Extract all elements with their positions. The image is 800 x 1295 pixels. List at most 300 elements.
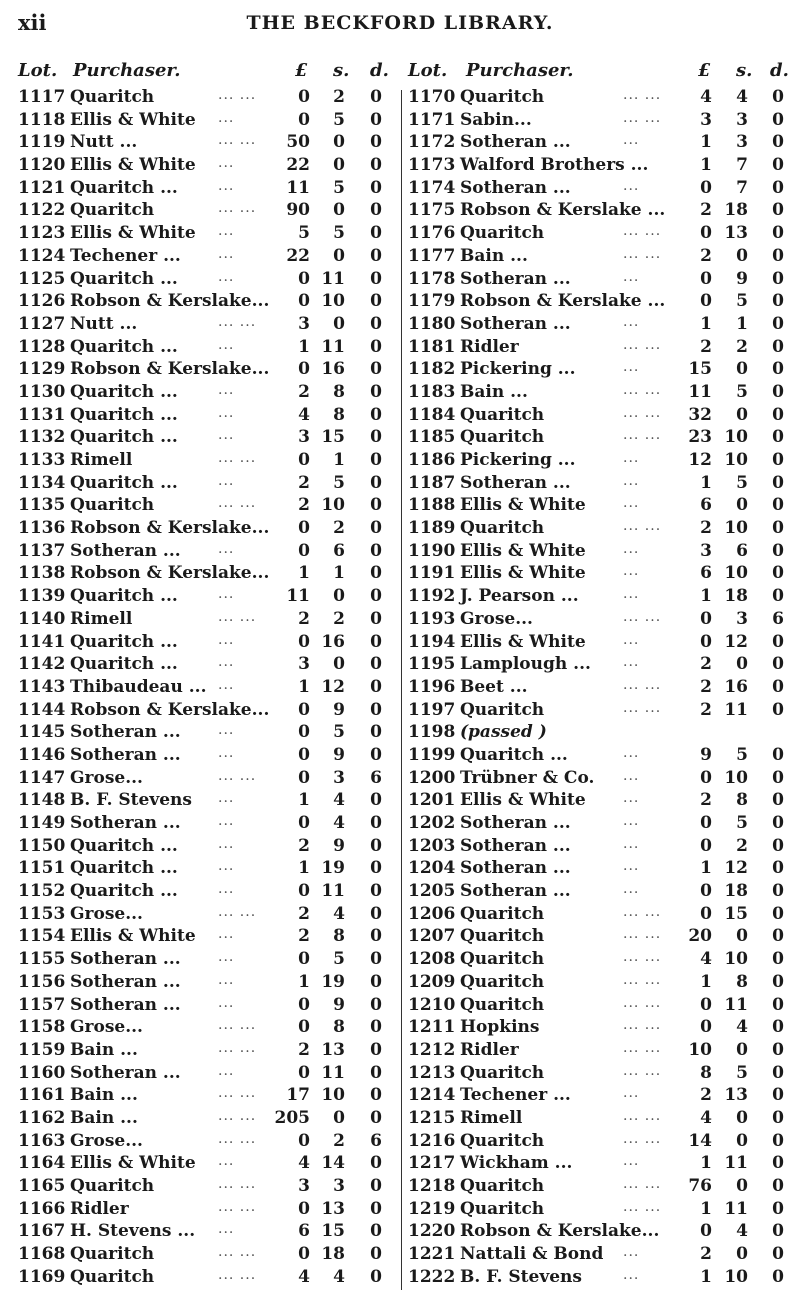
price-pence: 0 (370, 495, 382, 516)
price-pence: 0 (370, 994, 382, 1015)
leader-dots: ... (218, 813, 235, 829)
price-shillings: 0 (736, 404, 748, 425)
price-pounds: 1 (298, 563, 310, 584)
lot-number: 1156 (18, 971, 66, 992)
lot-row (408, 972, 790, 995)
price-shillings: 5 (736, 472, 748, 493)
price-pence: 0 (772, 835, 784, 856)
lot-row (18, 609, 396, 632)
leader-dots: ... ... (623, 699, 662, 716)
purchaser-name: Ellis & White (70, 109, 196, 130)
price-pence: 0 (772, 1130, 784, 1151)
price-pounds: 2 (298, 926, 310, 947)
price-shillings: 18 (724, 881, 748, 902)
leader-dots: ... ... (623, 971, 662, 988)
price-pence: 0 (370, 268, 382, 289)
lot-number: 1131 (18, 404, 66, 425)
leader-dots: ... (218, 654, 235, 671)
lot-row (18, 677, 396, 700)
price-shillings: 8 (736, 790, 748, 811)
leader-dots: ... (623, 858, 640, 875)
lot-number: 1205 (408, 881, 456, 902)
price-pence: 0 (370, 722, 382, 743)
price-pounds: 15 (688, 359, 712, 380)
lot-row (408, 473, 790, 496)
lot-row (18, 1199, 396, 1222)
leader-dots: ... ... (623, 926, 662, 943)
price-shillings: 6 (736, 540, 748, 561)
purchaser-name: Sotheran ... (460, 835, 571, 856)
price-shillings: 11 (724, 1153, 748, 1174)
purchaser-name: Sotheran ... (70, 722, 181, 743)
price-shillings: 10 (321, 495, 345, 516)
leader-dots: ... (623, 177, 640, 194)
leader-dots: ... (218, 722, 235, 739)
lot-number: 1117 (18, 87, 66, 107)
lot-number: 1165 (18, 1176, 66, 1196)
price-pounds: 0 (700, 813, 712, 833)
purchaser-name: Nutt ... (70, 132, 138, 153)
lot-row (408, 813, 790, 836)
price-pounds: 11 (688, 381, 712, 402)
price-pounds: 6 (298, 1221, 310, 1242)
leader-dots: ... ... (218, 608, 257, 625)
shillings-heading: s. (333, 60, 350, 81)
price-pence: 0 (772, 132, 784, 153)
price-pounds: 3 (298, 654, 310, 675)
lot-row (18, 632, 396, 655)
price-shillings: 0 (736, 495, 748, 516)
price-pounds: 1 (700, 472, 712, 493)
price-pounds: 1 (298, 676, 310, 697)
price-pence: 0 (772, 699, 784, 720)
lot-heading: Lot. (408, 60, 448, 81)
purchaser-name: H. Stevens ... (70, 1221, 196, 1242)
lot-row (408, 586, 790, 609)
price-pence: 0 (772, 903, 784, 924)
lot-row (18, 450, 396, 473)
lot-number: 1130 (18, 381, 66, 402)
leader-dots: ... ... (623, 404, 662, 421)
lot-number: 1153 (18, 903, 66, 924)
lot-row (408, 1040, 790, 1063)
lot-number: 1133 (18, 450, 66, 470)
purchaser-name: Robson & Kerslake... (70, 291, 270, 312)
price-pounds: 0 (700, 631, 712, 652)
lot-row (408, 836, 790, 859)
leader-dots: ... ... (218, 1176, 257, 1192)
price-pounds: 3 (700, 540, 712, 561)
price-pence: 0 (772, 1153, 784, 1174)
lot-number: 1214 (408, 1085, 456, 1106)
price-pence: 0 (772, 200, 784, 221)
price-pounds: 1 (700, 971, 712, 992)
price-shillings: 2 (736, 336, 748, 357)
purchaser-name: Bain ... (70, 1085, 138, 1106)
purchaser-name: Nattali & Bond (460, 1244, 604, 1265)
price-pounds: 0 (298, 1244, 310, 1265)
price-shillings: 0 (736, 1107, 748, 1128)
leader-dots: ... (218, 586, 235, 603)
purchaser-name: Robson & Kerslake ... (460, 291, 666, 312)
lot-row (18, 881, 396, 904)
price-shillings: 9 (333, 744, 345, 765)
price-pence: 6 (370, 1130, 382, 1151)
price-pounds: 0 (298, 1198, 310, 1219)
price-pounds: 10 (688, 1039, 712, 1060)
leader-dots: ... (218, 790, 235, 807)
price-pounds: 0 (298, 722, 310, 743)
price-pence: 0 (370, 971, 382, 992)
leader-dots: ... ... (623, 223, 662, 240)
price-pounds: 0 (700, 223, 712, 244)
lot-number: 1175 (408, 200, 456, 221)
purchaser-name: Nutt ... (70, 313, 138, 334)
purchaser-name: Sotheran ... (70, 540, 181, 561)
price-shillings: 7 (736, 155, 748, 176)
price-shillings: 5 (333, 223, 345, 244)
price-shillings: 5 (333, 177, 345, 198)
price-pence: 0 (772, 336, 784, 357)
price-pounds: 0 (700, 1017, 712, 1038)
price-shillings: 5 (333, 109, 345, 130)
leader-dots: ... (218, 155, 235, 172)
lot-number: 1179 (408, 291, 456, 312)
lot-row (408, 359, 790, 382)
price-pounds: 2 (700, 1244, 712, 1265)
lot-number: 1118 (18, 109, 66, 130)
price-pence: 0 (772, 177, 784, 198)
price-shillings: 3 (736, 132, 748, 153)
price-pounds: 11 (286, 177, 310, 198)
lot-number: 1194 (408, 631, 456, 652)
price-pence: 0 (370, 1107, 382, 1128)
lot-row (408, 632, 790, 655)
price-pence: 0 (370, 540, 382, 561)
purchaser-name: Quaritch ... (460, 744, 568, 765)
purchaser-name: Quaritch (460, 926, 545, 947)
price-shillings: 0 (333, 654, 345, 675)
price-shillings: 18 (321, 1244, 345, 1265)
leader-dots: ... (218, 1221, 235, 1238)
price-pounds: 0 (298, 109, 310, 130)
price-shillings: 0 (736, 1176, 748, 1196)
price-pounds: 0 (700, 268, 712, 289)
price-shillings: 9 (333, 835, 345, 856)
purchaser-name: Quaritch (460, 699, 545, 720)
lot-number: 1203 (408, 835, 456, 856)
purchaser-name: Quaritch (460, 1176, 545, 1196)
leader-dots: ... ... (623, 109, 662, 126)
lot-row (408, 382, 790, 405)
price-shillings: 12 (724, 858, 748, 879)
leader-dots: ... (218, 404, 235, 421)
price-shillings: 2 (333, 1130, 345, 1151)
leader-dots: ... (218, 881, 235, 898)
purchaser-name: Sotheran ... (70, 813, 181, 833)
price-pounds: 0 (700, 291, 712, 312)
price-shillings: 6 (333, 540, 345, 561)
purchaser-name: Sotheran ... (460, 313, 571, 334)
leader-dots: ... (218, 1062, 235, 1079)
price-pounds: 0 (298, 994, 310, 1015)
lot-row (408, 768, 790, 791)
price-pounds: 2 (298, 608, 310, 629)
price-pounds: 2 (700, 654, 712, 675)
purchaser-name: Quaritch ... (70, 404, 178, 425)
lot-row (408, 132, 790, 155)
price-shillings: 19 (321, 971, 345, 992)
price-pence: 0 (370, 177, 382, 198)
lot-row (408, 858, 790, 881)
price-pounds: 4 (700, 87, 712, 107)
lot-row (408, 405, 790, 428)
price-shillings: 15 (724, 903, 748, 924)
purchaser-name: Trübner & Co. (460, 767, 595, 788)
lot-number: 1176 (408, 223, 456, 244)
leader-dots: ... ... (218, 313, 257, 330)
purchaser-name: Ellis & White (70, 155, 196, 176)
lot-number: 1154 (18, 926, 66, 947)
lot-number: 1139 (18, 586, 66, 607)
price-pounds: 4 (298, 1266, 310, 1287)
lot-row (408, 178, 790, 201)
price-pounds: 22 (286, 245, 310, 266)
lot-row (18, 768, 396, 791)
lot-row (18, 1176, 396, 1199)
purchaser-name: Quaritch ... (70, 586, 178, 607)
lot-number: 1211 (408, 1017, 456, 1038)
price-pence: 0 (772, 291, 784, 312)
price-pence: 0 (772, 1244, 784, 1265)
price-pence: 0 (772, 404, 784, 425)
purchaser-name: Rimell (70, 450, 133, 470)
price-pence: 0 (772, 949, 784, 970)
price-pence: 0 (370, 404, 382, 425)
page-number: xii (18, 10, 47, 35)
lot-number: 1189 (408, 518, 456, 539)
price-pence: 0 (772, 994, 784, 1015)
price-pence: 0 (370, 949, 382, 970)
price-pounds: 0 (298, 767, 310, 788)
price-pence: 0 (370, 291, 382, 312)
purchaser-name: Bain ... (460, 381, 528, 402)
price-pence: 0 (772, 654, 784, 675)
purchaser-name: Quaritch (460, 427, 545, 448)
purchaser-name: Quaritch ... (70, 631, 178, 652)
price-shillings: 3 (736, 608, 748, 629)
price-pounds: 0 (298, 1062, 310, 1083)
lot-number: 1209 (408, 971, 456, 992)
lot-number: 1136 (18, 518, 66, 539)
price-shillings: 11 (724, 1198, 748, 1219)
price-pence: 0 (370, 381, 382, 402)
leader-dots: ... ... (623, 903, 662, 920)
lot-number: 1162 (18, 1107, 66, 1128)
purchaser-name: Quaritch (460, 223, 545, 244)
price-pence: 0 (772, 223, 784, 244)
price-pence: 0 (370, 586, 382, 607)
leader-dots: ... ... (218, 1266, 257, 1283)
price-shillings: 16 (321, 631, 345, 652)
purchaser-name: Ellis & White (70, 1153, 196, 1174)
price-pounds: 32 (688, 404, 712, 425)
running-title: THE BECKFORD LIBRARY. (246, 12, 554, 34)
price-pence: 0 (772, 472, 784, 493)
price-pence: 0 (370, 1176, 382, 1196)
lot-row (18, 541, 396, 564)
price-pounds: 0 (298, 450, 310, 470)
price-pence: 0 (370, 858, 382, 879)
purchaser-name: Quaritch (70, 1244, 155, 1265)
lot-number: 1170 (408, 87, 456, 107)
purchaser-name: Ellis & White (460, 790, 586, 811)
price-pounds: 0 (298, 744, 310, 765)
purchaser-name: Ellis & White (70, 223, 196, 244)
leader-dots: ... ... (218, 495, 257, 512)
purchaser-name: Quaritch ... (70, 654, 178, 675)
lot-row (18, 1267, 396, 1290)
price-pence: 0 (370, 835, 382, 856)
price-shillings: 0 (736, 926, 748, 947)
leader-dots: ... (623, 790, 640, 807)
left-column (18, 60, 396, 1289)
price-pence: 0 (370, 631, 382, 652)
price-pounds: 22 (286, 155, 310, 176)
lot-row (408, 677, 790, 700)
purchaser-name: Grose... (70, 1130, 143, 1151)
lot-number: 1173 (408, 155, 456, 176)
price-pounds: 1 (700, 1198, 712, 1219)
price-pence: 0 (370, 563, 382, 584)
price-pence: 0 (772, 1017, 784, 1038)
price-pounds: 2 (700, 699, 712, 720)
purchaser-name: Quaritch (460, 1130, 545, 1151)
lot-number: 1160 (18, 1062, 66, 1083)
lot-number: 1151 (18, 858, 66, 879)
lot-row (408, 450, 790, 473)
lot-row (18, 563, 396, 586)
purchaser-name: Quaritch ... (70, 381, 178, 402)
price-pounds: 2 (298, 381, 310, 402)
price-shillings: 15 (321, 427, 345, 448)
lot-number: 1195 (408, 654, 456, 675)
lot-number: 1200 (408, 767, 456, 788)
purchaser-name: Ellis & White (460, 563, 586, 584)
price-pence: 0 (370, 132, 382, 153)
price-shillings: 5 (333, 949, 345, 970)
purchaser-name: Robson & Kerslake ... (460, 200, 666, 221)
price-shillings: 9 (736, 268, 748, 289)
price-pence: 0 (772, 381, 784, 402)
lot-row (18, 1153, 396, 1176)
purchaser-name: Sotheran ... (70, 949, 181, 970)
price-pounds: 0 (700, 881, 712, 902)
leader-dots: ... (218, 268, 235, 285)
lot-number: 1121 (18, 177, 66, 198)
price-pounds: 1 (700, 155, 712, 176)
purchaser-name: Quaritch ... (70, 835, 178, 856)
price-pence: 0 (772, 495, 784, 516)
price-shillings: 4 (736, 1017, 748, 1038)
price-pence: 0 (772, 245, 784, 266)
price-shillings: 18 (724, 586, 748, 607)
lot-number: 1204 (408, 858, 456, 879)
price-pounds: 2 (700, 200, 712, 221)
lot-row (18, 405, 396, 428)
price-shillings: 0 (736, 1130, 748, 1151)
lot-number: 1178 (408, 268, 456, 289)
price-pounds: 2 (298, 835, 310, 856)
lot-number: 1220 (408, 1221, 456, 1242)
page-header (0, 10, 800, 50)
price-shillings: 5 (333, 472, 345, 493)
price-shillings: 5 (736, 813, 748, 833)
leader-dots: ... (623, 654, 640, 671)
leader-dots: ... ... (623, 1130, 662, 1147)
price-shillings: 12 (321, 676, 345, 697)
price-pounds: 0 (700, 608, 712, 629)
purchaser-name: Robson & Kerslake... (460, 1221, 660, 1242)
leader-dots: ... ... (623, 336, 662, 353)
price-shillings: 10 (724, 427, 748, 448)
lot-row (408, 1153, 790, 1176)
lot-number: 1213 (408, 1062, 456, 1083)
pounds-heading: £ (295, 60, 308, 81)
pounds-heading: £ (698, 60, 711, 81)
lot-number: 1210 (408, 994, 456, 1015)
price-pence: 0 (772, 1221, 784, 1242)
price-pence: 0 (772, 1039, 784, 1060)
price-pence: 0 (370, 450, 382, 470)
purchaser-name: Ellis & White (460, 631, 586, 652)
price-pounds: 0 (700, 835, 712, 856)
price-pounds: 3 (298, 1176, 310, 1196)
purchaser-name: Sotheran ... (460, 472, 571, 493)
lot-number: 1129 (18, 359, 66, 380)
lot-number: 1126 (18, 291, 66, 312)
lot-number: 1190 (408, 540, 456, 561)
purchaser-name: Ellis & White (70, 926, 196, 947)
leader-dots: ... (623, 1085, 640, 1102)
lot-number: 1222 (408, 1266, 456, 1287)
purchaser-name: Quaritch (460, 404, 545, 425)
purchaser-name: Quaritch ... (70, 336, 178, 357)
price-pence: 0 (772, 790, 784, 811)
price-shillings: 10 (724, 450, 748, 470)
leader-dots: ... (623, 813, 640, 829)
purchaser-name: (passed ) (460, 722, 547, 743)
price-pounds: 0 (298, 1017, 310, 1038)
lot-row (18, 518, 396, 541)
price-pounds: 0 (700, 767, 712, 788)
lot-number: 1186 (408, 450, 456, 470)
price-pence: 0 (772, 540, 784, 561)
price-shillings: 1 (333, 450, 345, 470)
leader-dots: ... (623, 450, 640, 466)
price-shillings: 16 (321, 359, 345, 380)
price-pounds: 2 (298, 1039, 310, 1060)
price-pounds: 50 (286, 132, 310, 153)
lot-row (408, 1063, 790, 1086)
lot-number: 1132 (18, 427, 66, 448)
price-shillings: 0 (333, 1107, 345, 1128)
lot-row (408, 1221, 790, 1244)
purchaser-name: Grose... (460, 608, 533, 629)
price-shillings: 11 (724, 699, 748, 720)
leader-dots: ... (623, 631, 640, 648)
lot-row (18, 1017, 396, 1040)
